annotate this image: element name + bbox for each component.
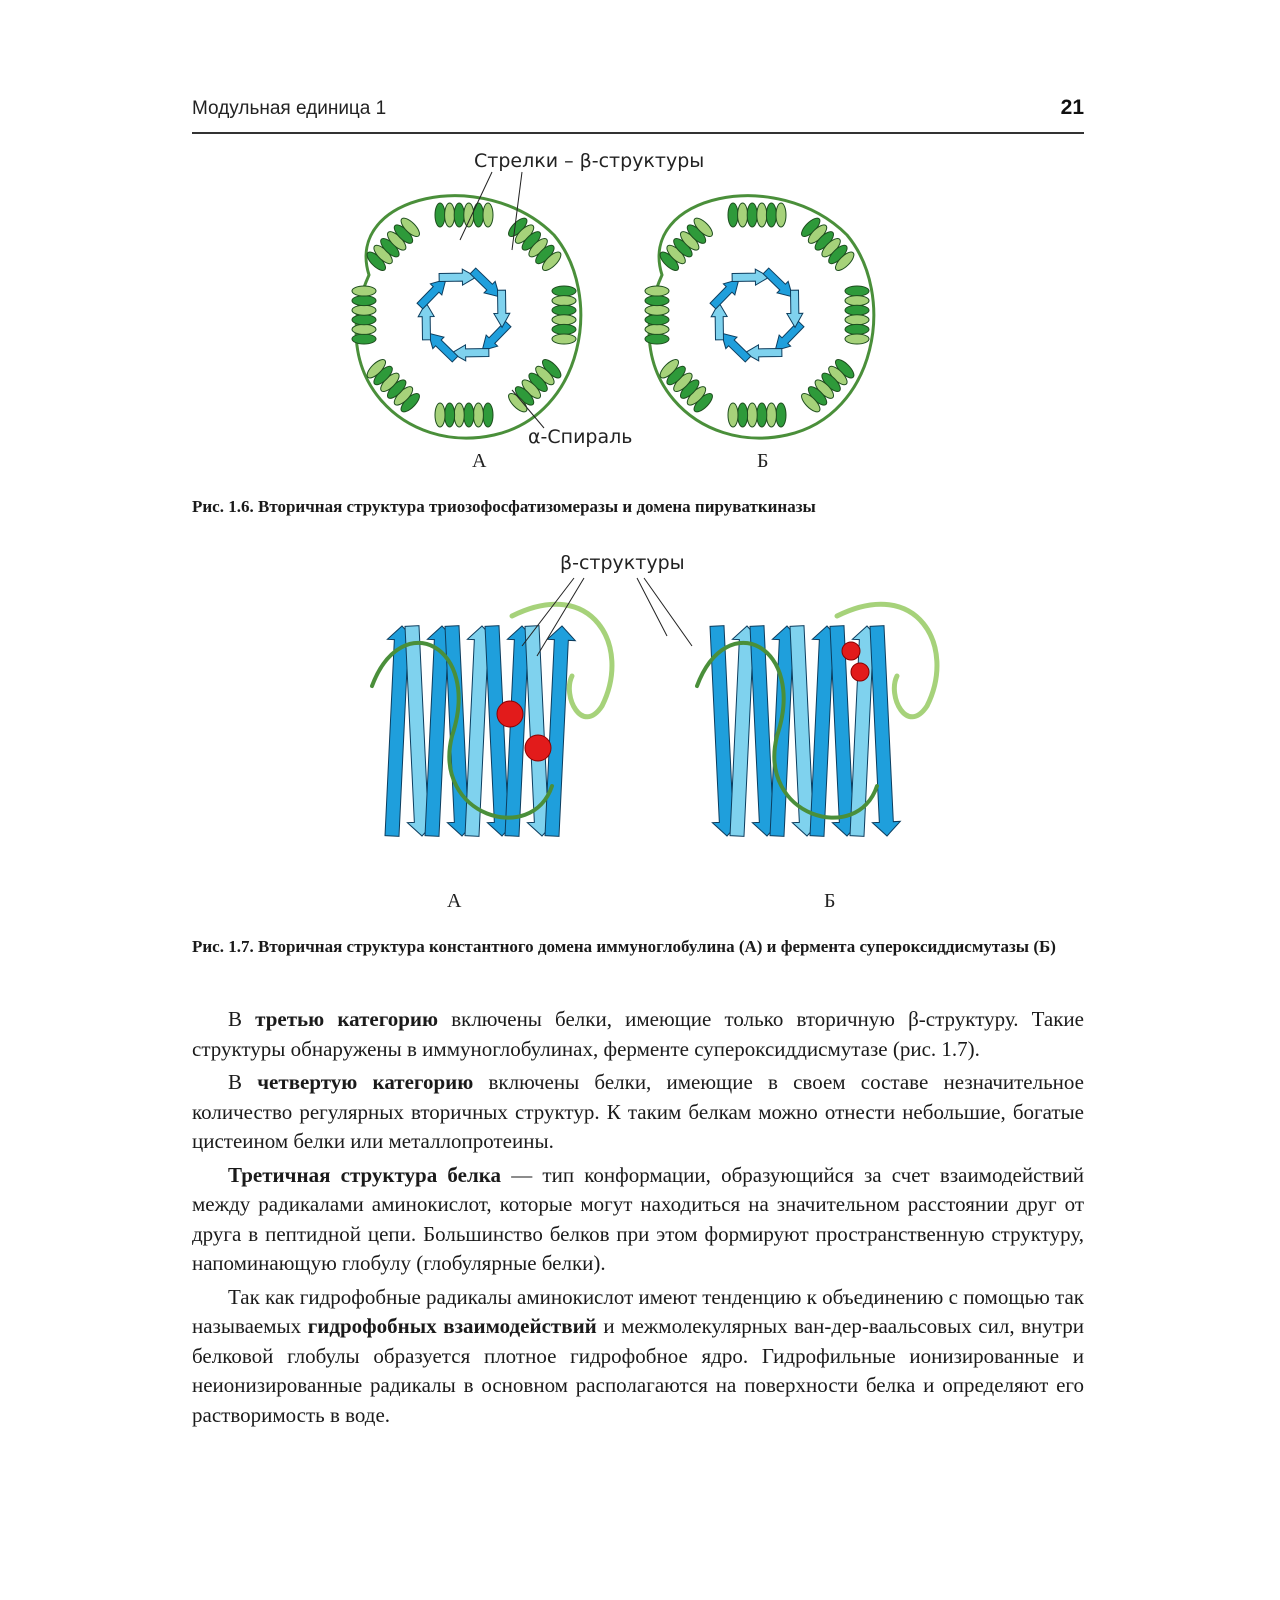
helix-turn [352, 324, 376, 334]
figure-1-6-illustration [192, 150, 1084, 490]
helix-turn [454, 203, 464, 227]
figure-1-6-caption: Рис. 1.6. Вторичная структура триозофосфатизомеразы и домена пируваткиназы [192, 497, 816, 516]
paragraph-text: включены белки, имеющие в своем составе незначительное количество регулярных вторичных структур. К таким белкам можно отнести небольшие, богатые цистеином белки или металлопротеины. [192, 1070, 1085, 1153]
helix-turn [552, 296, 576, 306]
bold-term: Третичная структура белка [228, 1162, 502, 1187]
alpha-helix [552, 286, 576, 344]
figure-1-7-illustration [192, 556, 1084, 916]
helix-turn [473, 403, 483, 427]
beta-strand-arrow [428, 333, 457, 362]
paragraph-text: включены белки, имеющие только вторичную β-структуру. Такие структуры обнаружены в иммуноглобулинах, ферменте супероксиддисмутазе (рис. 1.7). [192, 1007, 1084, 1061]
helix-turn [757, 203, 767, 227]
leader-line [637, 578, 667, 636]
helix-turn [645, 305, 669, 315]
helix-turn [845, 334, 869, 344]
helix-turn [845, 324, 869, 334]
helix-turn [738, 203, 748, 227]
helix-turn [483, 403, 493, 427]
paragraph-text: В [228, 1070, 258, 1094]
alpha-helix [352, 286, 376, 344]
alpha-helix [506, 215, 564, 273]
beta-strand-arrow [417, 279, 446, 308]
beta-strand-arrow [482, 321, 511, 350]
helix-turn [776, 203, 786, 227]
helix-turn [645, 286, 669, 296]
helix-turn [738, 403, 748, 427]
figure-1-6-panel-b: Б [757, 450, 769, 472]
alpha-helix [845, 286, 869, 344]
paragraph-hydrophobic [192, 1283, 1084, 1431]
helix-turn [645, 296, 669, 306]
alpha-helix [799, 215, 857, 273]
helix-turn [464, 403, 474, 427]
figure-1-6-helix-label: α-Спираль [528, 426, 633, 448]
bold-term: четвертую категорию [257, 1070, 474, 1094]
helix-turn [552, 315, 576, 325]
helix-turn [728, 403, 738, 427]
leader-line [644, 578, 692, 646]
metal-ion-sphere [842, 642, 860, 660]
helix-turn [352, 305, 376, 315]
paragraph-text: и межмолекулярных ван-дер-ваальсовых сил, внутри белковой глобулы образуется плотное гидрофобное ядро. Гидрофильные ионизированные и неионизированные радикалы в основном располагаются на поверхности белка и определяют его растворимость в воде. [192, 1314, 1084, 1427]
helix-turn [552, 305, 576, 315]
metal-ion-sphere [497, 701, 523, 727]
helix-turn [483, 203, 493, 227]
paragraph-text: Так как гидрофобные радикалы аминокислот имеют тенденцию к объединению с помощью так называемых [192, 1284, 1084, 1338]
alpha-helix [657, 357, 715, 415]
alpha-helix [728, 203, 786, 227]
alpha-helix [799, 357, 857, 415]
page-header [192, 92, 1084, 134]
helix-turn [352, 286, 376, 296]
helix-turn [845, 305, 869, 315]
figure-1-7-panel-a: А [447, 890, 462, 912]
beta-strand-arrow [763, 268, 792, 297]
helix-turn [445, 403, 455, 427]
alpha-helix [364, 215, 422, 273]
alpha-helix [657, 215, 715, 273]
alpha-helix [435, 203, 493, 227]
body-text [192, 1005, 1084, 1434]
paragraph-fourth-category [192, 1068, 1084, 1157]
bold-term: гидрофобных взаимодействий [307, 1314, 597, 1338]
beta-strand-arrow [545, 626, 575, 836]
helix-turn [845, 286, 869, 296]
alpha-helix [506, 357, 564, 415]
beta-strand-arrow [721, 333, 750, 362]
helix-turn [728, 203, 738, 227]
helix-turn [352, 296, 376, 306]
metal-ion-sphere [851, 663, 869, 681]
alpha-helix [728, 403, 786, 427]
figure-1-7-caption: Рис. 1.7. Вторичная структура константного домена иммуноглобулина (А) и фермента супероксиддисмутазы (Б) [192, 937, 1056, 956]
beta-strand-arrow [470, 268, 499, 297]
figure-1-6-strands-label: Стрелки – β-структуры [474, 150, 705, 172]
helix-turn [645, 334, 669, 344]
helix-turn [445, 203, 455, 227]
bold-term: третью категорию [255, 1007, 439, 1031]
helix-turn [473, 203, 483, 227]
helix-turn [747, 203, 757, 227]
paragraph-text: — тип конформации, образующийся за счет взаимодействий между радикалами аминокислот, которые могут находиться на значительном расстоянии друг от друга в пептидной цепи. Большинство белков при этом формируют пространственную структуру, напоминающую глобулу (глобулярные белки). [192, 1162, 1084, 1275]
alpha-helix [364, 357, 422, 415]
beta-strand-arrow [710, 279, 739, 308]
helix-turn [435, 203, 445, 227]
helix-turn [552, 324, 576, 334]
helix-turn [352, 334, 376, 344]
helix-turn [766, 403, 776, 427]
paragraph-third-category [192, 1005, 1084, 1064]
helix-turn [552, 286, 576, 296]
metal-ion-sphere [525, 735, 551, 761]
helix-turn [757, 403, 767, 427]
helix-turn [747, 403, 757, 427]
beta-strand-arrow [870, 626, 900, 836]
figure-1-7-panel-b: Б [824, 890, 836, 912]
figure-1-7-strands-label: β-структуры [560, 552, 685, 574]
paragraph-tertiary-structure [192, 1161, 1084, 1279]
figure-1-6-panel-a: А [472, 450, 487, 472]
helix-turn [435, 403, 445, 427]
running-title: Модульная единица 1 [192, 98, 387, 119]
helix-turn [645, 324, 669, 334]
helix-turn [454, 403, 464, 427]
helix-turn [776, 403, 786, 427]
helix-turn [552, 334, 576, 344]
alpha-helix [435, 403, 493, 427]
helix-turn [352, 315, 376, 325]
beta-strand-arrow [775, 321, 804, 350]
paragraph-text: В [228, 1007, 256, 1031]
alpha-helix [645, 286, 669, 344]
page-number: 21 [1060, 96, 1084, 119]
helix-turn [845, 315, 869, 325]
helix-turn [845, 296, 869, 306]
figure-1-6 [192, 150, 1084, 490]
helix-turn [645, 315, 669, 325]
helix-turn [766, 203, 776, 227]
figure-1-7 [192, 552, 1084, 916]
